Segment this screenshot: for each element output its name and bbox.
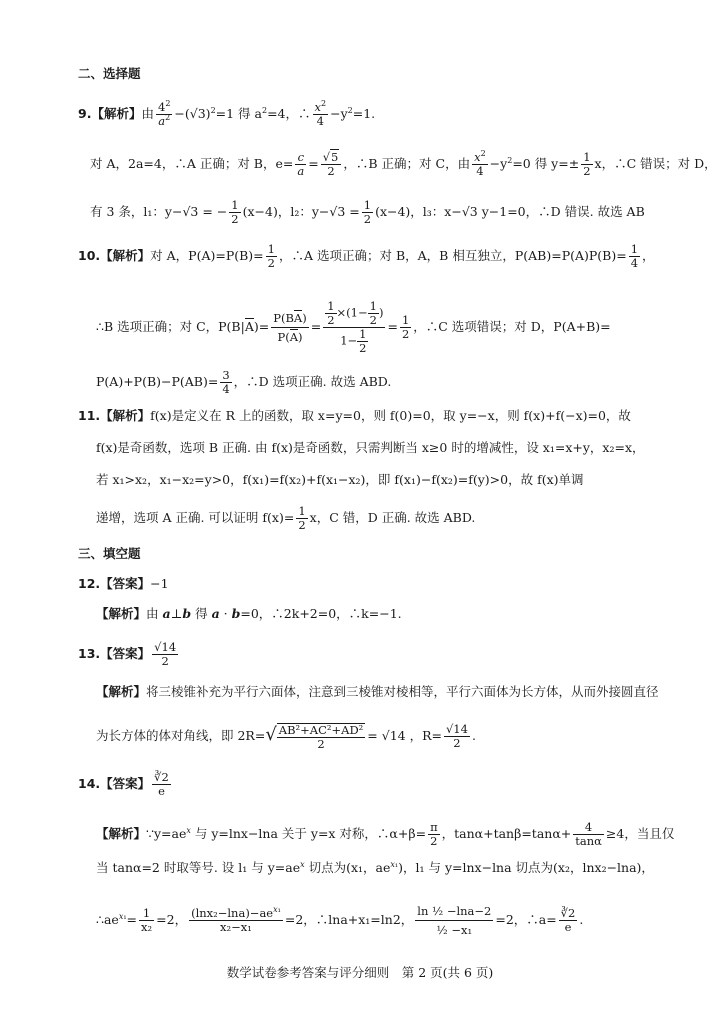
q10-text: )= — [253, 319, 270, 334]
q11-text: x，C 错，D 正确. 故选 ABD. — [309, 510, 476, 525]
q9-text: =1. — [352, 106, 376, 121]
q10-frac-compound: $\frac{1}{2}$ ×(1− $\frac{1}{2}$ ) 1− $\frac{1}{2}$ — [323, 300, 385, 355]
q13-tag: 【解析】 — [96, 684, 147, 699]
q11-line1 — [78, 408, 631, 424]
q9-text: = — [308, 156, 319, 171]
q12-number: 12. — [78, 576, 101, 591]
q10-number: 10. — [78, 248, 101, 263]
q14-answer — [78, 770, 173, 798]
q13-radical-frac: $\frac{\text{AB²+AC²+AD²}}{2}$ — [278, 722, 364, 751]
q14-line3: $\therefore ae^{x_1}=$ $\frac{1}{\text{x₂}}$ =2， $\frac{(\ln x_2-\ln a)-ae^{x_1}}{\text{x₂−x₁}}$ =2，∴lna+x₁=ln2， $\frac{\text{ln ½ −lna−2}}{\text{½ −x₁}}$ =2，∴a= $\frac{∛2}{e}$ . — [96, 904, 584, 937]
q13-R-frac: $\frac{√14}{2}$ — [445, 722, 468, 750]
q9-text: (x−4)，l₂：y−√3 = — [242, 204, 360, 219]
q12-ans-tag: 【答案】 — [100, 576, 151, 591]
q13-ans-frac: $\frac{√14}{2}$ — [154, 640, 177, 668]
q10-text: ∴B 选项正确；对 C，P(B| — [96, 319, 245, 334]
q10-line3 — [96, 368, 391, 396]
q14-line2: 当 tanα=2 时取等号. 设 l₁ 与 $y=ae^x$ 切点为(x₁，$ae^{x_1}$)，l₁ 与 y=lnx−lna 切点为(x₂，lnx₂−lna)， — [96, 859, 654, 875]
q14-frac-pi-2: $\frac{\pi}{2}$ — [430, 820, 438, 848]
q11-line3: 若 x₁>x₂，x₁−x₂=y>0，f(x₁)=f(x₂)+f(x₁−x₂)，即 f(x₁)−f(x₂)=f(y)>0，故 f(x)单调 — [96, 472, 584, 487]
q11-line2: f(x)是奇函数，选项 B 正确. 由 f(x)是奇函数，只需判断当 x≥0 时的增减性，设 x₁=x+y，x₂=x， — [96, 440, 645, 455]
q10-text: 对 A，P(A)=P(B)= — [150, 248, 264, 263]
q9-text: (x−4)，l₃：x−√3 y−1=0，∴D 错误. 故选 AB — [375, 204, 645, 219]
q10-text: = — [310, 319, 322, 334]
q9-text: 有 3 条，l₁：y−√3 = − — [90, 204, 228, 219]
q12-analysis: 【解析】由 a⊥b 得 a · b=0，∴2k+2=0，∴k=−1. — [96, 606, 402, 621]
q14-number: 14. — [78, 776, 101, 791]
q9-text: −y — [330, 106, 348, 121]
q13-number: 13. — [78, 646, 101, 661]
q10-text: ，∴D 选项正确. 故选 ABD. — [233, 374, 392, 389]
q14-ans-tag: 【答案】 — [100, 776, 151, 791]
q9-frac-sqrt5-2: $\frac{√5}{2}$ — [321, 151, 342, 178]
q9-text: =4，∴ — [267, 106, 311, 121]
q9-text: ，∴B 正确；对 C，由 — [343, 156, 471, 171]
q9-text: −(√3) — [174, 106, 211, 121]
q9-frac-x2-4b: $\frac{x^2}{4}$ — [474, 149, 486, 178]
q9-frac-c-a: $\frac{c}{a}$ — [297, 150, 305, 178]
q9-number: 9. — [78, 106, 92, 121]
q14-frac-cbrt2-e: $\frac{∛2}{e}$ — [560, 906, 576, 934]
q9-frac-1-2b: $\frac{1}{2}$ — [231, 198, 239, 226]
q10-frac-1-4: $\frac{1}{4}$ — [630, 242, 639, 270]
q13-text: 为长方体的体对角线，即 2R= — [96, 728, 266, 743]
q9-frac-4sq-a2: $\frac{4^2}{a^2}$ — [157, 99, 171, 128]
q13-text: 将三棱锥补充为平行六面体，注意到三棱锥对棱相等，平行六面体为长方体，从而外接圆直径 — [146, 684, 659, 699]
q11-text: f(x)是定义在 R 上的函数，取 x=y=0，则 f(0)=0，取 y=−x，则 f(x)+f(−x)=0，故 — [150, 408, 631, 423]
q13-answer — [78, 640, 180, 668]
q14-frac-4-tan: $\frac{4}{\tan\alpha}$ — [575, 820, 602, 848]
q10-frac-1-2: $\frac{1}{2}$ — [267, 242, 275, 270]
q9-frac-1-2c: $\frac{1}{2}$ — [363, 198, 372, 226]
section-heading-choice: 二、选择题 — [78, 66, 141, 81]
q13-ans-tag: 【答案】 — [100, 646, 151, 661]
q14-frac-slope: $\frac{(\ln x_2-\ln a)-ae^{x_1}}{\text{x₂−x₁}}$ — [191, 905, 281, 934]
q12-ans: −1 — [150, 576, 169, 591]
q9-line2: 对 A，2a=4，∴A 正确；对 B，e= $\frac{c}{a}$ = $\frac{√5}{2}$ ，∴B 正确；对 C，由 $\frac{x^2}{4}$ $-y^2=0$ 得 y=± $\frac{1}{2}$ x，∴C 错误；对 D， — [90, 149, 717, 178]
q9-line1: 9.【解析】由 $\frac{4^2}{a^2}$ $-(√3)^2=1$ 得 $a^2=4$，∴ $\frac{x^2}{4}$ $-y^2=1$. — [78, 99, 376, 128]
q9-frac-x2-4: $\frac{x^2}{4}$ — [314, 99, 327, 128]
q14-tag: 【解析】 — [96, 826, 147, 841]
q13-text: = √14 ，R= — [367, 728, 442, 743]
q14-line1: 【解析】$\because y=ae^x$ 与 y=lnx−lna 关于 y=x 对称，∴α+β= $\frac{\pi}{2}$ ，tanα+tanβ=tanα+ $\frac{4}{\tan\alpha}$ ≥4，当且仅 — [96, 820, 675, 848]
q11-line4 — [96, 504, 475, 532]
q9-text: 对 A，2a=4，∴A 正确；对 B，e= — [90, 156, 294, 171]
q13-line2: 为长方体的体对角线，即 2R=√ $\frac{\text{AB²+AC²+AD²}}{2}$ = √14 ，R= $\frac{√14}{2}$ . — [96, 722, 476, 751]
q9-line3 — [90, 198, 645, 226]
q11-tag: 【解析】 — [100, 408, 151, 423]
page-footer: 数学试卷参考答案与评分细则 第 2 页(共 6 页) — [226, 965, 494, 980]
q11-text: 递增，选项 A 正确. 可以证明 f(x)= — [96, 510, 295, 525]
q9-text: =0 得 y=± — [512, 156, 580, 171]
q12-answer — [78, 576, 169, 592]
q11-number: 11. — [78, 408, 101, 423]
q9-frac-1-2: $\frac{1}{2}$ — [583, 150, 591, 178]
q9-text: =1 得 a — [215, 106, 262, 121]
q14-ans-frac: $\frac{∛2}{e}$ — [154, 770, 169, 798]
q9-text: −y — [489, 156, 508, 171]
section-heading-fill: 三、填空题 — [78, 546, 141, 561]
q11-frac-1-2: $\frac{1}{2}$ — [298, 504, 306, 532]
q13-line1 — [96, 684, 659, 700]
q10-text: ，∴A 选项正确；对 B，A，B 相互独立，P(AB)=P(A)P(B)= — [279, 248, 627, 263]
q10-text: P(A)+P(B)−P(AB)= — [96, 374, 219, 389]
q10-frac-cond: $\frac{P(BA)}{P(A)}$ — [273, 311, 307, 344]
q10-frac-3-4: $\frac{3}{4}$ — [222, 368, 230, 396]
q10-line1 — [78, 242, 655, 270]
q14-frac-1-x2: $\frac{1}{\text{x₂}}$ — [141, 906, 153, 934]
q10-text: ， — [642, 248, 655, 263]
q9-text: 由 — [141, 106, 154, 121]
q10-line2: ∴B 选项正确；对 C，P(B|A)= $\frac{P(BA)}{P(A)}$ = $\frac{1}{2}$ ×(1− $\frac{1}{2}$ ) 1− $\frac{1}{2}$ = $\frac{1}{2}$ ，∴C 选项错误；对 D，P(A+B)= — [96, 299, 611, 355]
q10-tag: 【解析】 — [100, 248, 151, 263]
q9-tag: 【解析】 — [91, 106, 142, 121]
q9-text: x，∴C 错误；对 D， — [594, 156, 717, 171]
q14-frac-ln: $\frac{\text{ln ½ −lna−2}}{\text{½ −x₁}}$ — [417, 904, 492, 937]
q10-frac-1-2b: $\frac{1}{2}$ — [401, 313, 410, 341]
q12-tag: 【解析】 — [96, 606, 147, 621]
q10-text: ，∴C 选项错误；对 D，P(A+B)= — [413, 319, 611, 334]
